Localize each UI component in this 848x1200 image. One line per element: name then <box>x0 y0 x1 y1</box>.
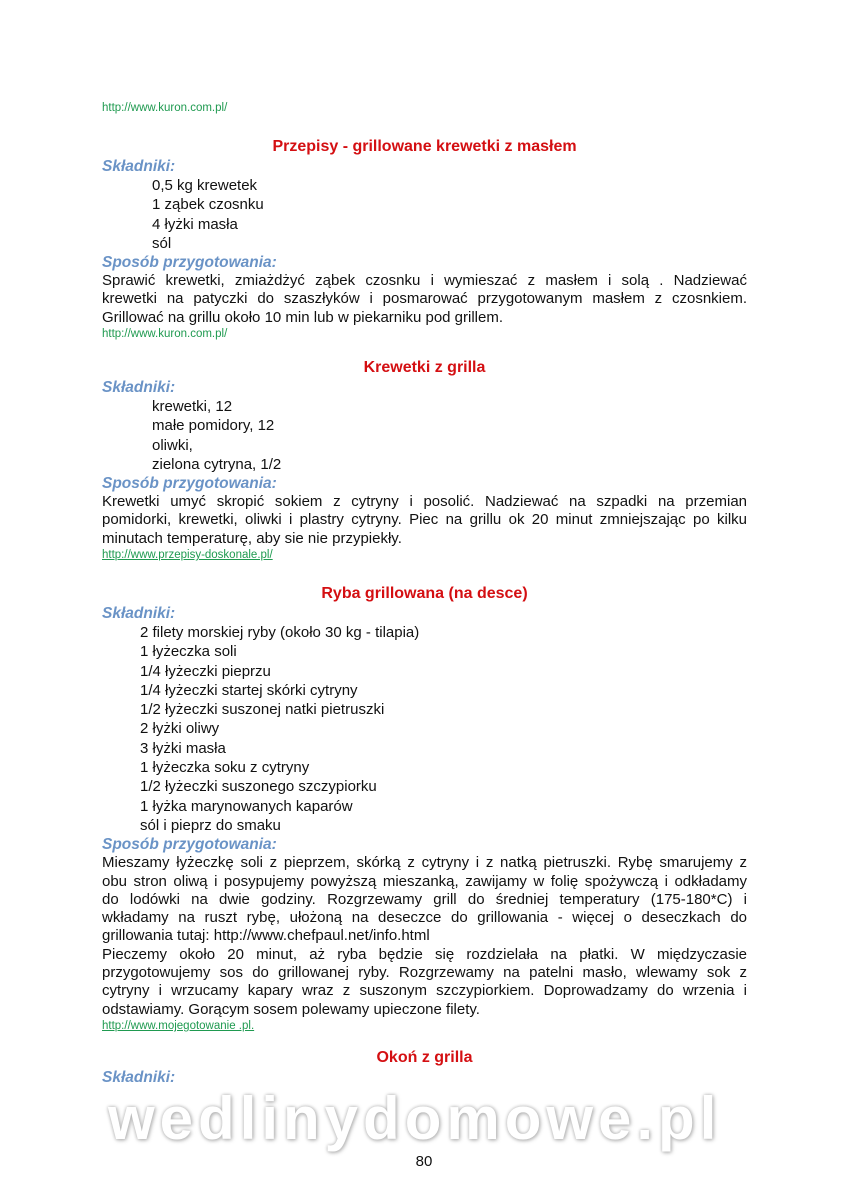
ingredient-item: krewetki, 12 <box>152 398 233 415</box>
recipe-1 <box>102 137 747 342</box>
method-line: do lodówki na dwie godziny. Rozgrzewamy grill do średniej temperatury (175-180*C) i <box>102 890 747 908</box>
method-text <box>102 272 747 327</box>
source-link[interactable]: http://www.mojegotowanie .pl. <box>102 1019 255 1032</box>
ingredients-list <box>102 623 747 835</box>
ingredients-list <box>102 397 747 474</box>
recipe-2 <box>102 358 747 563</box>
ingredients-list <box>102 176 747 253</box>
method-line: cytryny i wrzucamy kapary wraz z suszonym szczypiorkiem. Doprowadzamy do wrzenia i <box>102 982 747 1000</box>
ingredient-item: małe pomidory, 12 <box>152 417 275 435</box>
method-line: krewetki na patyczki do szaszłyków i posmarować przygotowanym masłem z czosnkiem. <box>102 290 747 308</box>
recipe-3 <box>102 584 747 1034</box>
method-text <box>102 493 747 548</box>
method-label: Sposób przygotowania: <box>102 836 277 854</box>
ingredient-item: zielona cytryna, 1/2 <box>152 455 282 473</box>
page-number: 80 <box>415 1153 433 1170</box>
ingredient-item: 2 filety morskiej ryby (około 30 kg - tilapia) <box>140 624 420 641</box>
method-line: Pieczemy około 20 minut, aż ryba będzie się rozdzielała na płatki. W międzyczasie <box>102 945 747 963</box>
method-line: przygotowujemy sos do grillowanej ryby. Rozgrzewamy na patelni masło, wlewamy sok z <box>102 964 747 982</box>
recipe-4 <box>102 1048 747 1087</box>
method-line: minutach temperaturę, aby sie nie przypiekły. <box>102 529 402 547</box>
method-line: wkładamy na ruszt rybę, ułożoną na deseczce do grillowania - więcej o deseczkach do <box>102 909 747 927</box>
ingredients-label: Składniki: <box>102 1069 176 1086</box>
ingredient-item: sól <box>152 234 172 252</box>
ingredient-item: 1 łyżka marynowanych kaparów <box>140 797 353 815</box>
method-line: Krewetki umyć skropić sokiem z cytryny i posolić. Nadziewać na szpadki na przemian <box>102 493 747 511</box>
ingredient-item: 1/2 łyżeczki suszonej natki pietruszki <box>140 701 385 719</box>
source-link[interactable]: http://www.kuron.com.pl/ <box>102 102 228 114</box>
method-label: Sposób przygotowania: <box>102 254 277 272</box>
ingredient-item: 1 ząbek czosnku <box>152 196 264 214</box>
method-line: Grillować na grillu około 10 min lub w piekarniku pod grillem. <box>102 308 504 326</box>
method-line: obu stron oliwą i posypujemy powyższą mieszanką, zawijamy w folię spożywczą i odkładamy <box>102 872 747 890</box>
ingredient-item: 3 łyżki masła <box>140 739 226 757</box>
recipe-title: Przepisy - grillowane krewetki z masłem <box>272 138 577 155</box>
ingredient-item: 0,5 kg krewetek <box>152 177 258 194</box>
ingredient-item: 1 łyżeczka soku z cytryny <box>140 759 310 777</box>
method-line: odstawiamy. Gorącym sosem polewamy upieczone filety. <box>102 1000 480 1018</box>
method-line: grillowania tutaj: http://www.chefpaul.net/info.html <box>102 927 430 945</box>
method-label: Sposób przygotowania: <box>102 475 277 493</box>
ingredient-item: sól i pieprz do smaku <box>140 816 281 834</box>
ingredient-item: 1/4 łyżeczki pieprzu <box>140 662 271 680</box>
method-line: Mieszamy łyżeczkę soli z pieprzem, skórką z cytryny i z natką pietruszki. Rybę smarujemy z <box>102 854 747 872</box>
source-link[interactable]: http://www.przepisy-doskonale.pl/ <box>102 549 273 562</box>
watermark: wedlinydomowe.pl <box>108 1085 722 1152</box>
ingredient-item: 1/2 łyżeczki suszonego szczypiorku <box>140 778 377 796</box>
source-link[interactable]: http://www.kuron.com.pl/ <box>102 328 228 341</box>
recipe-title: Okoń z grilla <box>376 1049 473 1066</box>
recipe-title: Krewetki z grilla <box>363 359 486 376</box>
ingredients-label: Składniki: <box>102 379 176 396</box>
ingredient-item: oliwki, <box>152 436 193 454</box>
ingredient-item: 4 łyżki masła <box>152 215 238 233</box>
ingredient-item: 1/4 łyżeczki startej skórki cytryny <box>140 681 358 699</box>
ingredients-label: Składniki: <box>102 605 176 622</box>
method-line: Sprawić krewetki, zmiażdżyć ząbek czosnku i wymieszać z masłem i solą . Nadziewać <box>102 272 747 290</box>
ingredient-item: 2 łyżki oliwy <box>140 720 220 738</box>
ingredients-label: Składniki: <box>102 158 176 175</box>
method-line: pomidorki, krewetki, oliwki i plastry cytryny. Piec na grillu ok 20 minut zmniejszając po kilku <box>102 511 747 529</box>
ingredient-item: 1 łyżeczka soli <box>140 643 237 661</box>
method-text <box>102 854 747 1019</box>
recipe-title: Ryba grillowana (na desce) <box>321 585 528 602</box>
